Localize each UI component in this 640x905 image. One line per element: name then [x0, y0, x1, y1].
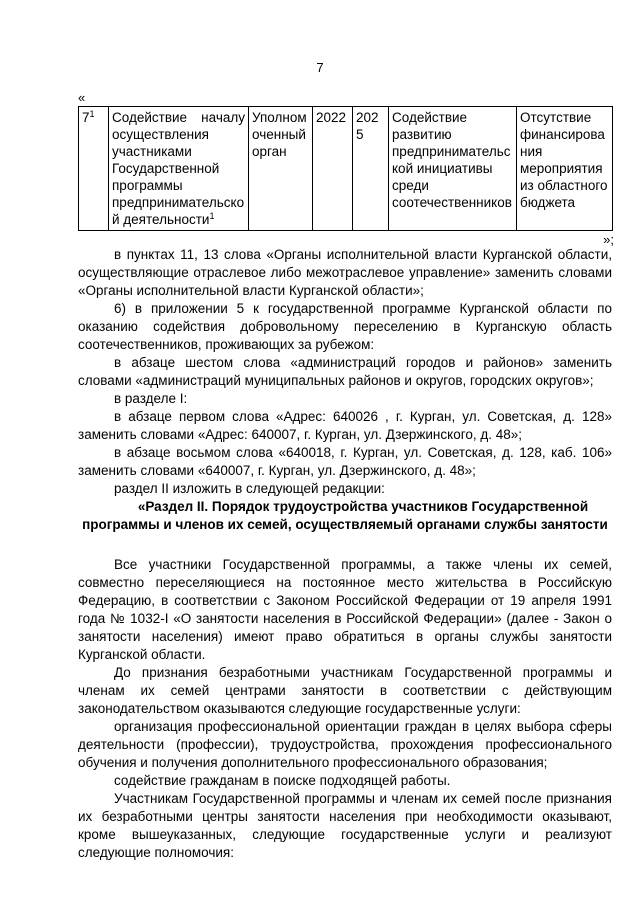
executor-cell	[249, 107, 313, 231]
row-number: 7	[82, 110, 90, 125]
result-cell	[389, 107, 517, 231]
paragraph: содействие гражданам в поиске подходящей работы.	[114, 773, 451, 788]
row-number-superscript: 1	[89, 109, 95, 119]
executor: Уполномоченный орган	[252, 110, 307, 159]
paragraph: Все участники Государственной программы, а также члены их семей, совместно переселяющиеся на постоянное место жительства в Российскую Федерацию, в соответствии с Законом Российской Федерации от 19 апреля 1991 года № 1032-I «О занятости населения в Российской Федерации» (далее - Закон о занятости населения) имеют право обратиться в органы службы занятости Курганской области.	[78, 557, 612, 662]
funding-source: Отсутствие финансирования мероприятия из областного бюджета	[520, 110, 608, 210]
year-start-cell	[313, 107, 353, 231]
paragraph: в пунктах 11, 13 слова «Органы исполнительной власти Курганской области, осуществляющие отраслевое либо межотраслевое управление» заменить словами «Органы исполнительной власти Курганской области»;	[78, 247, 612, 298]
year-end-cell	[353, 107, 389, 231]
page-number: 7	[316, 60, 324, 75]
expected-result: Содействие развитию предпринимательской инициативы среди соотечественников	[392, 110, 512, 210]
amendment-table	[78, 106, 613, 231]
paragraph: 6) в приложении 5 к государственной программе Курганской области по оказанию содействия добровольному переселению в Курганскую область соотечественников, проживающих за рубежом:	[78, 301, 612, 352]
activity-name-footnote: 1	[209, 211, 215, 221]
paragraph: в абзаце восьмом слова «640018, г. Курган, ул. Советская, д. 128, каб. 106» заменить словами «640007, г. Курган, ул. Дзержинского, д. 48»;	[78, 445, 612, 478]
paragraph: в абзаце первом слова «Адрес: 640026 , г. Курган, ул. Советская, д. 128» заменить словами «Адрес: 640007, г. Курган, ул. Дзержинского, д. 48»;	[78, 409, 612, 442]
activity-name: Содействие началу осуществления участниками Государственной программы предпринимательской деятельности	[112, 110, 245, 227]
paragraph: До признания безработными участникам Государственной программы и членам их семей центрами занятости в соответствии с действующим законодательством оказываются следующие государственные услуги:	[78, 665, 612, 716]
table-row	[79, 107, 613, 231]
paragraph: в разделе I:	[114, 391, 188, 406]
year-start: 2022	[316, 110, 347, 125]
paragraph: организация профессиональной ориентации граждан в целях выбора сферы деятельности (профессии), трудоустройства, прохождения профессионального обучения и получения дополнительного профессионального образования;	[78, 719, 612, 770]
document-body	[78, 246, 612, 862]
section-heading: «Раздел II. Порядок трудоустройства участников Государственной программы и членов их семей, осуществляемый органами службы занятости	[82, 499, 608, 532]
funding-cell	[517, 107, 613, 231]
year-end: 2025	[356, 110, 379, 142]
paragraph: Участникам Государственной программы и членам их семей после признания их безработными центры занятости населения при необходимости оказывают, кроме вышеуказанных, следующие государственные услуги и реализуют следующие полномочия:	[78, 791, 612, 860]
paragraph: раздел II изложить в следующей редакции:	[114, 481, 385, 496]
row-number-cell	[79, 107, 109, 231]
closing-quote: »;	[603, 232, 614, 247]
paragraph: в абзаце шестом слова «администраций городов и районов» заменить словами «администраций муниципальных районов и округов, городских округов»;	[78, 355, 612, 388]
opening-quote: «	[78, 90, 86, 105]
activity-name-cell	[109, 107, 249, 231]
